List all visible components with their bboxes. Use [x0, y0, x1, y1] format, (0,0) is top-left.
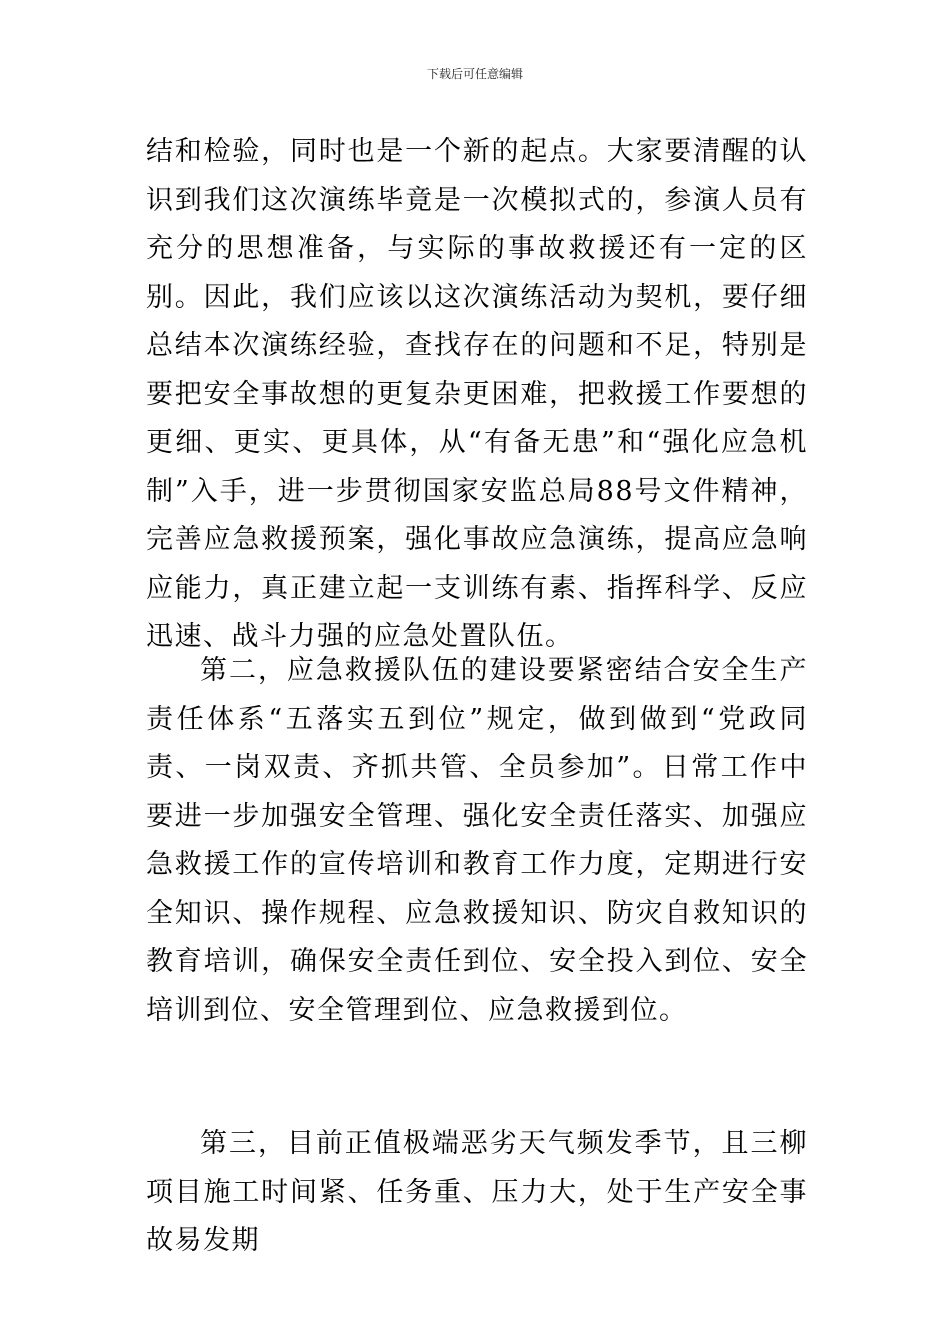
paragraph-2: 第二，应急救援队伍的建设要紧密结合安全生产责任体系“五落实五到位”规定，做到做到“党政同责、一岗双责、齐抓共管、全员参加”。日常工作中要进一步加强安全管理、强化安全责任落实、加强应急救援工作的宣传培训和教育工作力度，定期进行安全知识、操作规程、应急救援知识、防灾自救知识的教育培训，确保安全责任到位、安全投入到位、安全培训到位、安全管理到位、应急救援到位。: [146, 655, 808, 1026]
paragraph-1: 结和检验，同时也是一个新的起点。大家要清醒的认识到我们这次演练毕竟是一次模拟式的，参演人员有充分的思想准备，与实际的事故救援还有一定的区别。因此，我们应该以这次演练活动为契机，要仔细总结本次演练经验，查找存在的问题和不足，特别是要把安全事故想的更复杂更困难，把救援工作要想的更细、更实、更具体，从“有备无患”和“强化应急机制”入手，进一步贯彻国家安监总局88号文件精神，完善应急救援预案，强化事故应急演练，提高应急响应能力，真正建立起一支训练有素、指挥科学、反应迅速、战斗力强的应急处置队伍。: [146, 136, 808, 652]
paragraph-3: 第三，目前正值极端恶劣天气频发季节，且三柳项目施工时间紧、任务重、压力大，处于生产安全事故易发期: [146, 1128, 808, 1256]
page-header: 下载后可任意编辑: [426, 67, 523, 81]
